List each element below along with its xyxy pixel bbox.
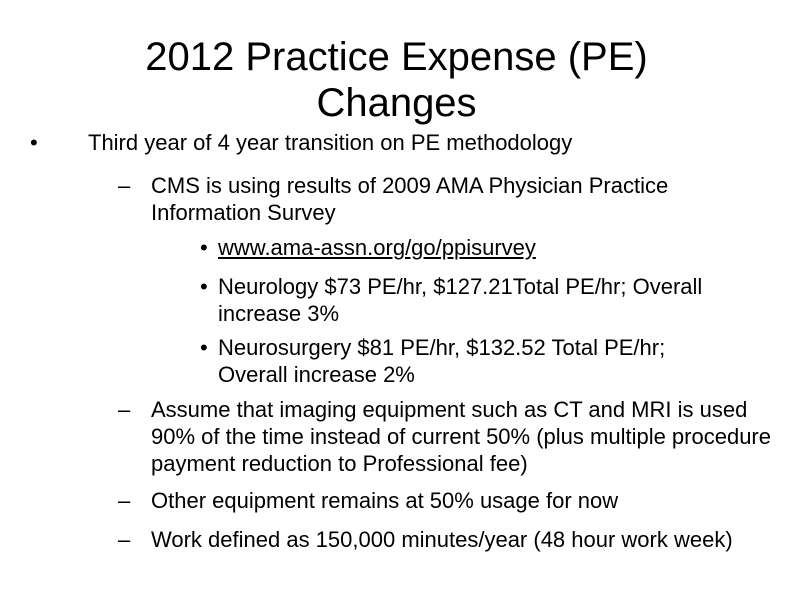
dash-marker: – <box>118 488 131 513</box>
slide-title-line-2: Changes <box>316 81 477 125</box>
subbullet-text-cms-survey: CMS is using results of 2009 AMA Physician Practice Information Survey <box>151 173 669 225</box>
subbullet-text-other-equipment: Other equipment remains at 50% usage for now <box>151 488 619 513</box>
bullet-marker: • <box>200 235 208 260</box>
ppi-survey-link[interactable]: www.ama-assn.org/go/ppisurvey <box>218 235 536 260</box>
dash-marker: – <box>118 173 131 198</box>
bullet-marker: • <box>200 274 208 299</box>
subbullet-text-imaging-equipment: Assume that imaging equipment such as CT and MRI is used 90% of the time instead of current 50% (plus multiple procedure payment reduction to Professional fee) <box>151 397 771 476</box>
subbullet-text-work-defined: Work defined as 150,000 minutes/year (48 hour work week) <box>151 527 733 552</box>
subbullet-text-neurology: Neurology $73 PE/hr, $127.21Total PE/hr; Overall increase 3% <box>218 274 703 326</box>
bullet-text-third-year: Third year of 4 year transition on PE methodology <box>88 130 573 155</box>
slide-title <box>0 34 793 126</box>
subbullet-text-neurosurgery: Neurosurgery $81 PE/hr, $132.52 Total PE/hr; Overall increase 2% <box>218 335 666 387</box>
bullet-marker: • <box>200 335 208 360</box>
dash-marker: – <box>118 397 131 422</box>
dash-marker: – <box>118 527 131 552</box>
slide-title-line-1: 2012 Practice Expense (PE) <box>145 35 648 79</box>
bullet-marker: • <box>30 130 38 155</box>
